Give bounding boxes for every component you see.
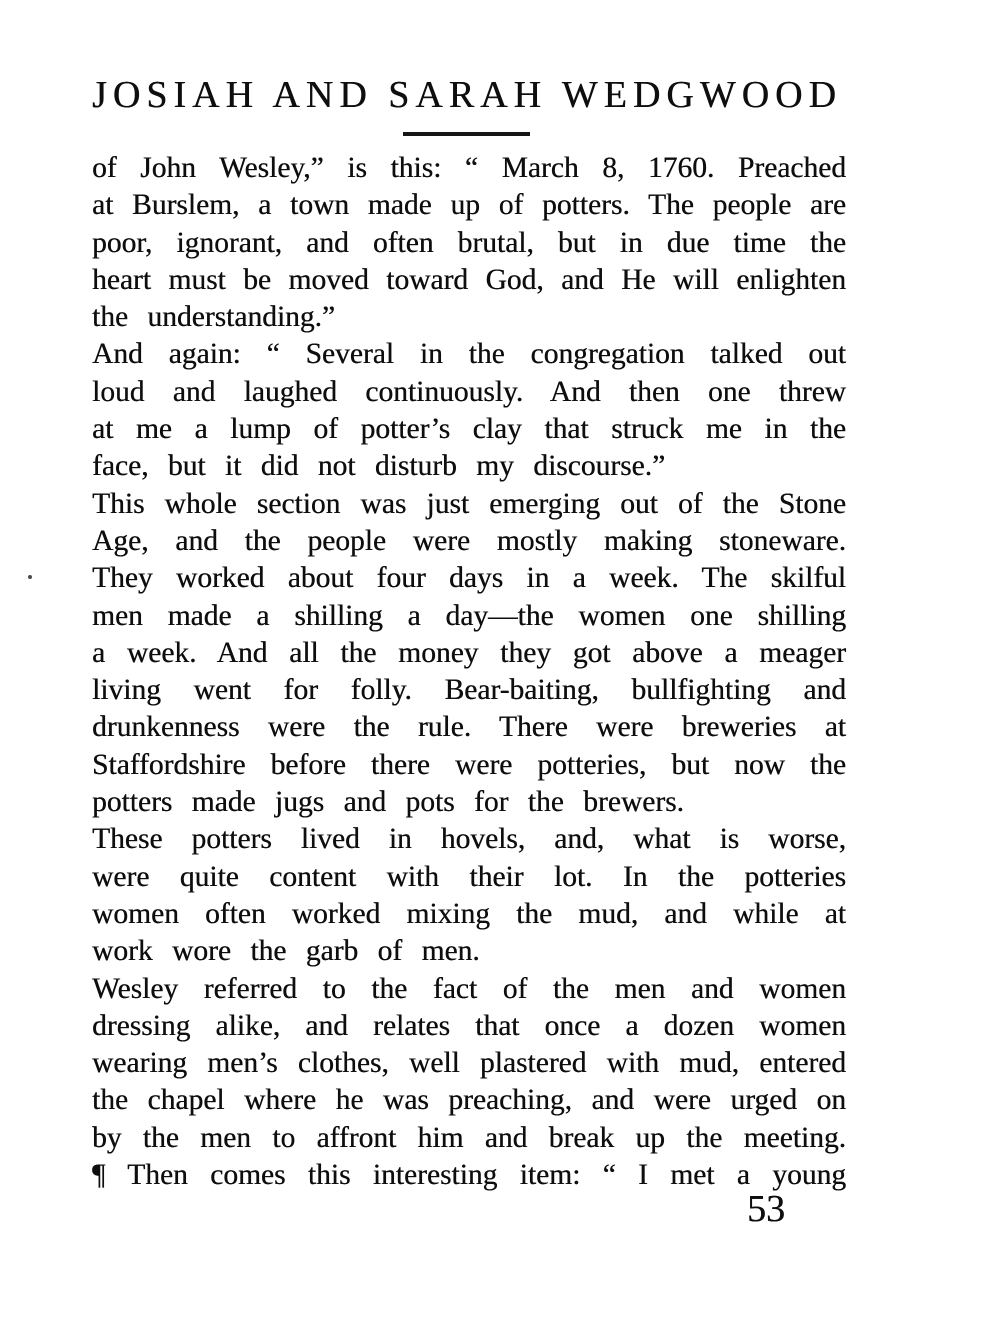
text-line: at Burslem, a town made up of potters. The people are xyxy=(92,189,846,222)
text-line: potters made jugs and pots for the brewers. xyxy=(92,786,684,819)
text-line: a week. And all the money they got above a meager xyxy=(92,636,846,669)
title-rule xyxy=(403,132,530,136)
text-line: face, but it did not disturb my discourse.” xyxy=(92,450,666,483)
ink-speck xyxy=(28,575,32,579)
text-line: women often worked mixing the mud, and while at xyxy=(92,897,846,930)
text-line: men made a shilling a day—the women one shilling xyxy=(92,599,846,632)
text-line: This whole section was just emerging out of the Stone xyxy=(92,487,846,520)
text-line: the understanding.” xyxy=(92,301,336,334)
text-line: were quite content with their lot. In the potteries xyxy=(92,860,846,893)
text-line: work wore the garb of men. xyxy=(92,935,480,968)
text-line: Wesley referred to the fact of the men and women xyxy=(92,972,846,1005)
text-line: wearing men’s clothes, well plastered with mud, entered xyxy=(92,1047,846,1080)
text-line: by the men to affront him and break up the meeting. xyxy=(92,1121,846,1154)
text-line: They worked about four days in a week. The skilful xyxy=(92,562,846,595)
text-line: loud and laughed continuously. And then one threw xyxy=(92,375,846,408)
body-text xyxy=(92,150,846,1194)
text-line: at me a lump of potter’s clay that struck me in the xyxy=(92,413,846,446)
text-line: dressing alike, and relates that once a dozen women xyxy=(92,1009,846,1042)
text-line: the chapel where he was preaching, and were urged on xyxy=(92,1084,846,1117)
text-line: These potters lived in hovels, and, what is worse, xyxy=(92,823,846,856)
text-line: Staffordshire before there were potteries, but now the xyxy=(92,748,846,781)
text-line: ¶ Then comes this interesting item: “ I met a young xyxy=(92,1159,846,1192)
text-line: living went for folly. Bear-baiting, bullfighting and xyxy=(92,674,846,707)
page-number: 53 xyxy=(747,1188,785,1230)
text-line: poor, ignorant, and often brutal, but in due time the xyxy=(92,226,846,259)
text-line: And again: “ Several in the congregation talked out xyxy=(92,338,846,371)
text-line: Age, and the people were mostly making stoneware. xyxy=(92,524,846,557)
text-line: heart must be moved toward God, and He will enlighten xyxy=(92,263,846,296)
text-line: of John Wesley,” is this: “ March 8, 1760. Preached xyxy=(92,152,846,184)
page-title: JOSIAH AND SARAH WEDGWOOD xyxy=(92,74,842,116)
text-line: drunkenness were the rule. There were breweries at xyxy=(92,711,846,744)
